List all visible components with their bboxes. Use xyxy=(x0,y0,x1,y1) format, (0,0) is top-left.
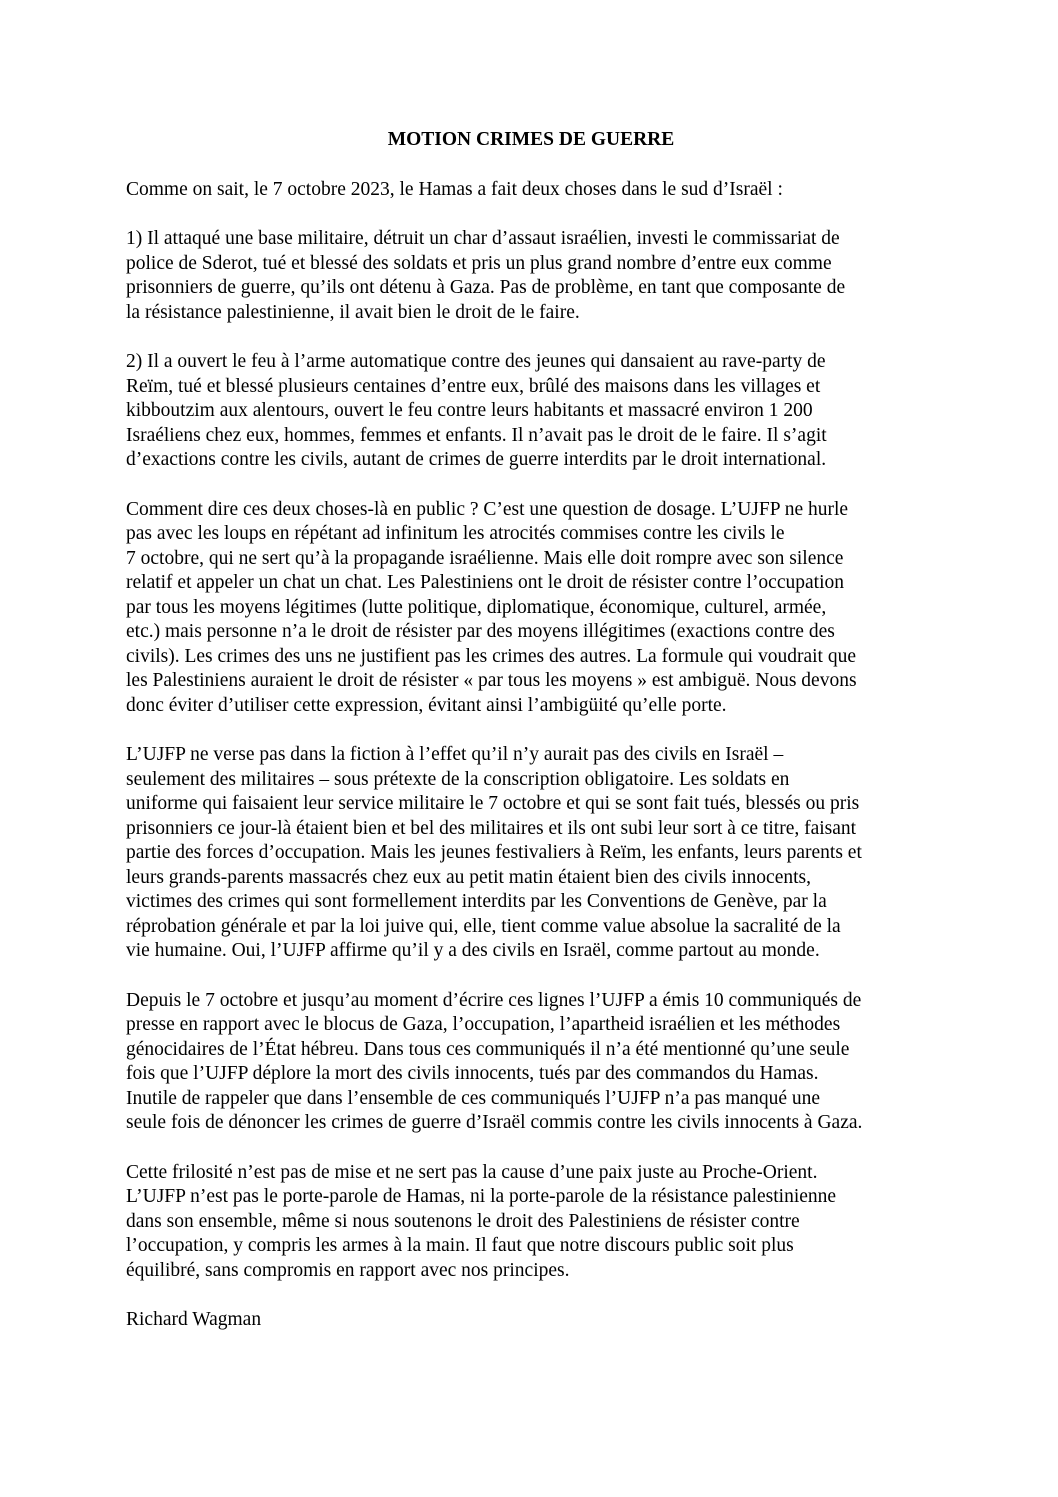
paragraph-line: dans son ensemble, même si nous soutenons le droit des Palestiniens de résister contre xyxy=(126,1210,800,1232)
paragraph xyxy=(126,227,936,325)
paragraph-line: par tous les moyens légitimes (lutte politique, diplomatique, économique, culturel, armée, xyxy=(126,596,827,618)
paragraph-line: civils). Les crimes des uns ne justifient pas les crimes des autres. La formule qui voudrait que xyxy=(126,645,856,667)
paragraph-line: donc éviter d’utiliser cette expression, évitant ainsi l’ambigüité qu’elle porte. xyxy=(126,694,727,716)
paragraph-line: la résistance palestinienne, il avait bien le droit de le faire. xyxy=(126,301,580,323)
paragraph-line: prisonniers ce jour-là étaient bien et bel des militaires et ils ont subi leur sort à ce titre, faisant xyxy=(126,817,857,839)
paragraph-line: Comment dire ces deux choses-là en public ? C’est une question de dosage. L’UJFP ne hurle xyxy=(126,498,849,520)
paragraph-line: partie des forces d’occupation. Mais les jeunes festivaliers à Reïm, les enfants, leurs parents et xyxy=(126,842,862,863)
paragraph-line: seulement des militaires – sous prétexte de la conscription obligatoire. Les soldats en xyxy=(126,768,790,790)
signature: Richard Wagman xyxy=(126,1309,262,1330)
paragraph-line: les Palestiniens auraient le droit de résister « par tous les moyens » est ambiguë. Nous devons xyxy=(126,670,857,691)
document-body xyxy=(126,128,936,1333)
paragraph xyxy=(126,989,936,1136)
paragraph-line: seule fois de dénoncer les crimes de guerre d’Israël commis contre les civils innocents à Gaza. xyxy=(126,1112,863,1133)
document-title: MOTION CRIMES DE GUERRE xyxy=(387,129,675,150)
paragraph-line: Depuis le 7 octobre et jusqu’au moment d’écrire ces lignes l’UJFP a émis 10 communiqués de xyxy=(126,989,862,1011)
paragraph xyxy=(126,498,936,719)
paragraph-line: 7 octobre, qui ne sert qu’à la propagande israélienne. Mais elle doit rompre avec son silence xyxy=(126,547,844,569)
paragraph xyxy=(126,1161,936,1284)
paragraph-line: victimes des crimes qui sont formellement interdits par les Conventions de Genève, par la xyxy=(126,891,827,912)
paragraph-line: relatif et appeler un chat un chat. Les Palestiniens ont le droit de résister contre l’occupation xyxy=(126,572,844,593)
paragraph-line: Reïm, tué et blessé plusieurs centaines d’entre eux, brûlé des maisons dans les villages et xyxy=(126,375,821,397)
paragraph-line: uniforme qui faisaient leur service militaire le 7 octobre et qui se sont fait tués, blessés ou pris xyxy=(126,793,860,814)
paragraph-line: prisonniers de guerre, qu’ils ont détenu à Gaza. Pas de problème, en tant que composante de xyxy=(126,277,846,298)
paragraph-line: Inutile de rappeler que dans l’ensemble de ces communiqués l’UJFP n’a pas manqué une xyxy=(126,1087,821,1109)
paragraph-line: L’UJFP n’est pas le porte-parole de Hamas, ni la porte-parole de la résistance palestinienne xyxy=(126,1186,837,1207)
paragraph-line: Israéliens chez eux, hommes, femmes et enfants. Il n’avait pas le droit de le faire. Il s’agit xyxy=(126,424,827,446)
paragraph-line: police de Sderot, tué et blessé des soldats et pris un plus grand nombre d’entre eux comme xyxy=(126,252,832,274)
paragraph-line: L’UJFP ne verse pas dans la fiction à l’effet qu’il n’y aurait pas des civils en Israël – xyxy=(126,744,784,765)
paragraph xyxy=(126,350,936,473)
paragraph xyxy=(126,178,936,203)
paragraph-line: équilibré, sans compromis en rapport avec nos principes. xyxy=(126,1259,570,1281)
paragraph-line: presse en rapport avec le blocus de Gaza, l’occupation, l’apartheid israélien et les méthodes xyxy=(126,1014,841,1035)
paragraph-line: vie humaine. Oui, l’UJFP affirme qu’il y a des civils en Israël, comme partout au monde. xyxy=(126,940,820,961)
paragraph-line: pas avec les loups en répétant ad infinitum les atrocités commises contre les civils le xyxy=(126,523,785,544)
paragraph-line: l’occupation, y compris les armes à la main. Il faut que notre discours public soit plus xyxy=(126,1235,794,1256)
paragraph-line: réprobation générale et par la loi juive qui, elle, tient comme value absolue la sacralité de la xyxy=(126,915,841,937)
paragraph-line: 1) Il attaqué une base militaire, détruit un char d’assaut israélien, investi le commissariat de xyxy=(126,228,840,249)
paragraph-line: Cette frilosité n’est pas de mise et ne sert pas la cause d’une paix juste au Proche-Orient. xyxy=(126,1161,818,1183)
paragraph-line: d’exactions contre les civils, autant de crimes de guerre interdits par le droit international. xyxy=(126,449,827,470)
paragraph-line: etc.) mais personne n’a le droit de résister par des moyens illégitimes (exactions contre des xyxy=(126,621,835,642)
paragraph-line: 2) Il a ouvert le feu à l’arme automatique contre des jeunes qui dansaient au rave-party de xyxy=(126,351,826,372)
paragraph-line: génocidaires de l’État hébreu. Dans tous ces communiqués il n’a été mentionné qu’une seule xyxy=(126,1038,850,1060)
paragraph-line: fois que l’UJFP déplore la mort des civils innocents, tués par des commandos du Hamas. xyxy=(126,1063,819,1084)
paragraph-line: kibboutzim aux alentours, ouvert le feu contre leurs habitants et massacré environ 1 200 xyxy=(126,400,813,421)
paragraph-list xyxy=(126,178,936,1284)
paragraph xyxy=(126,743,936,964)
paragraph-line: leurs grands-parents massacrés chez eux au petit matin étaient bien des civils innocents, xyxy=(126,866,811,888)
paragraph-line: Comme on sait, le 7 octobre 2023, le Hamas a fait deux choses dans le sud d’Israël : xyxy=(126,178,783,200)
